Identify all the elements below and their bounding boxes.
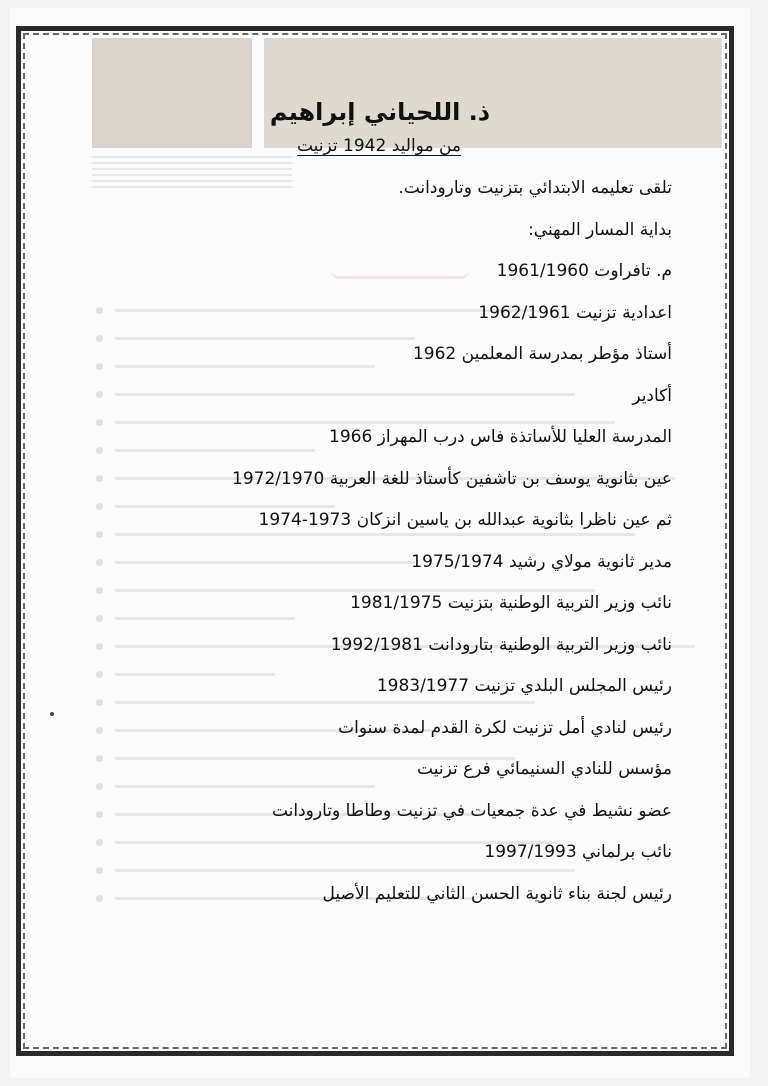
biography-line: تلقى تعليمه الابتدائي بتزنيت وتارودانت. <box>398 178 672 198</box>
biography-line: م. تافراوت 1961/1960 <box>496 261 672 281</box>
biography-line: بداية المسار المهني: <box>528 219 672 240</box>
biography-line: عين بثانوية يوسف بن تاشفين كأستاذ للغة العربية 1972/1970 <box>232 468 672 489</box>
biography-line: أكادير <box>632 385 672 406</box>
biography-line: ثم عين ناظرا بثانوية عبدالله بن ياسين انزكان 1973-1974 <box>258 510 672 530</box>
biography-line: مدير ثانوية مولاي رشيد 1975/1974 <box>411 551 672 572</box>
biography-line: أستاذ مؤطر بمدرسة المعلمين 1962 <box>412 344 672 364</box>
biography-line: نائب وزير التربية الوطنية بتزنيت 1981/1975 <box>350 593 672 613</box>
biography-line: المدرسة العليا للأساتذة فاس درب المهراز 1966 <box>329 427 672 447</box>
page-subtitle: من مواليد 1942 تزنيت <box>296 136 462 156</box>
biography-line: نائب وزير التربية الوطنية بتارودانت 1992/1981 <box>330 634 672 655</box>
biography-list <box>152 168 672 915</box>
page-title: ذ. اللحياني إبراهيم <box>269 98 491 126</box>
biography-line: رئيس لنادي أمل تزنيت لكرة القدم لمدة سنوات <box>338 717 672 738</box>
biography-line: نائب برلماني 1997/1993 <box>484 842 672 862</box>
biography-line: رئيس لجنة بناء ثانوية الحسن الثاني للتعليم الأصيل <box>322 883 672 904</box>
biography-line: عضو نشيط في عدة جمعيات في تزنيت وطاطا وتارودانت <box>271 800 672 821</box>
biography-line: اعدادية تزنيت 1962/1961 <box>478 302 672 323</box>
scan-speck <box>50 712 54 716</box>
biography-line: مؤسس للنادي السنيمائي فرع تزنيت <box>417 759 672 779</box>
biography-line: رئيس المجلس البلدي تزنيت 1983/1977 <box>376 676 672 696</box>
